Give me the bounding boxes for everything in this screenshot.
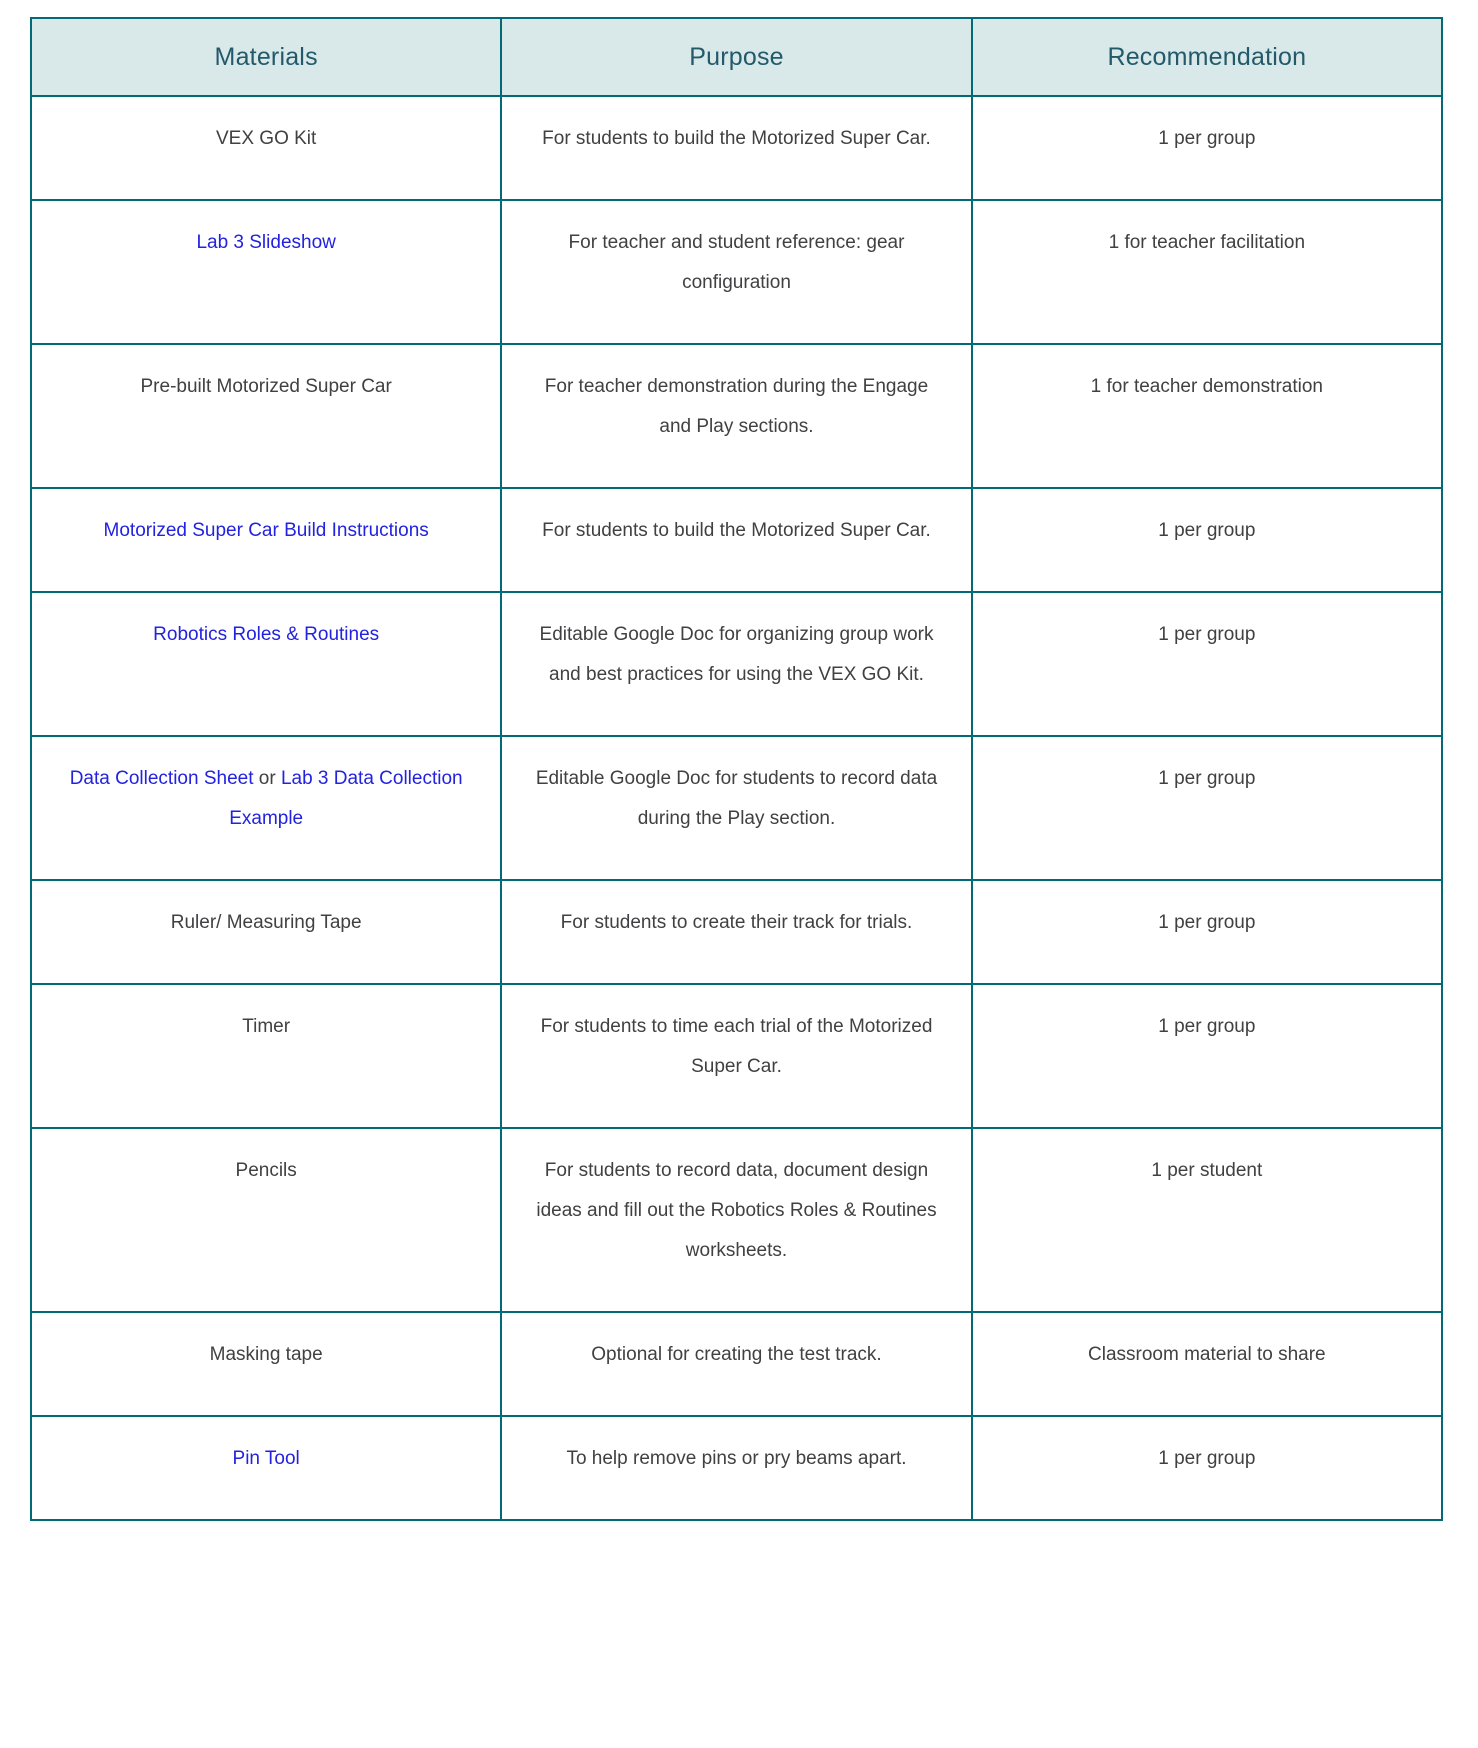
recommendation-cell [972,96,1442,200]
material-link[interactable]: Lab 3 Data Collection Example [229,768,463,829]
recommendation-text: 1 per group [1158,624,1256,645]
material-text: Pencils [235,1160,297,1181]
purpose-cell [501,96,971,200]
purpose-cell [501,1128,971,1312]
table-row [31,880,1442,984]
purpose-cell [501,200,971,344]
column-header-materials: Materials [31,18,501,96]
purpose-cell [501,880,971,984]
material-cell [31,1312,501,1416]
purpose-text: For students to record data, document design ideas and fill out the Robotics Roles & Routines worksheets. [536,1160,937,1261]
recommendation-cell [972,1128,1442,1312]
recommendation-text: 1 for teacher facilitation [1108,232,1306,253]
recommendation-text: 1 for teacher demonstration [1090,376,1323,397]
recommendation-cell [972,592,1442,736]
material-cell [31,200,501,344]
material-link[interactable]: Lab 3 Slideshow [196,232,336,253]
purpose-text: Editable Google Doc for students to record data during the Play section. [535,768,938,829]
recommendation-text: 1 per group [1158,520,1256,541]
recommendation-cell [972,488,1442,592]
recommendation-cell [972,344,1442,488]
material-text: Ruler/ Measuring Tape [170,912,362,933]
purpose-text: For students to build the Motorized Super Car. [542,128,931,149]
table-row [31,96,1442,200]
recommendation-text: 1 per group [1158,768,1256,789]
recommendation-cell [972,1312,1442,1416]
recommendation-cell [972,200,1442,344]
purpose-text: For students to create their track for trials. [560,912,913,933]
purpose-text: For teacher and student reference: gear configuration [568,232,905,293]
material-link[interactable]: Robotics Roles & Routines [153,624,380,645]
material-cell [31,488,501,592]
recommendation-cell [972,736,1442,880]
recommendation-text: 1 per group [1158,1016,1256,1037]
table-row [31,984,1442,1128]
table-row [31,488,1442,592]
purpose-cell [501,1312,971,1416]
material-cell [31,592,501,736]
material-cell [31,96,501,200]
material-text: VEX GO Kit [216,128,317,149]
purpose-cell [501,344,971,488]
material-cell [31,344,501,488]
materials-table [30,17,1443,1521]
purpose-cell [501,592,971,736]
material-link[interactable]: Data Collection Sheet [69,768,254,789]
recommendation-cell [972,880,1442,984]
table-row [31,736,1442,880]
table-row [31,1416,1442,1520]
material-cell [31,1416,501,1520]
table-row [31,592,1442,736]
recommendation-cell [972,984,1442,1128]
material-cell [31,1128,501,1312]
column-header-purpose: Purpose [501,18,971,96]
table-row [31,1312,1442,1416]
column-header-recommendation: Recommendation [972,18,1442,96]
recommendation-text: Classroom material to share [1088,1344,1326,1365]
material-text: Masking tape [209,1344,323,1365]
purpose-text: For students to build the Motorized Super Car. [542,520,931,541]
table-row [31,200,1442,344]
recommendation-cell [972,1416,1442,1520]
material-cell [31,880,501,984]
purpose-text: Optional for creating the test track. [591,1344,882,1365]
purpose-text: To help remove pins or pry beams apart. [566,1448,907,1469]
purpose-cell [501,984,971,1128]
purpose-cell [501,488,971,592]
purpose-cell [501,1416,971,1520]
material-link[interactable]: Motorized Super Car Build Instructions [103,520,429,541]
recommendation-text: 1 per student [1151,1160,1263,1181]
material-link[interactable]: Pin Tool [232,1448,300,1469]
purpose-cell [501,736,971,880]
recommendation-text: 1 per group [1158,1448,1256,1469]
material-text: Pre-built Motorized Super Car [140,376,392,397]
header-row [31,18,1442,96]
purpose-text: For students to time each trial of the Motorized Super Car. [540,1016,933,1077]
material-text: or [253,768,281,789]
table-row [31,1128,1442,1312]
material-cell [31,984,501,1128]
recommendation-text: 1 per group [1158,912,1256,933]
recommendation-text: 1 per group [1158,128,1256,149]
material-text: Timer [242,1016,291,1037]
material-cell [31,736,501,880]
purpose-text: For teacher demonstration during the Engage and Play sections. [544,376,929,437]
purpose-text: Editable Google Doc for organizing group work and best practices for using the VEX GO Kit. [539,624,934,685]
table-row [31,344,1442,488]
